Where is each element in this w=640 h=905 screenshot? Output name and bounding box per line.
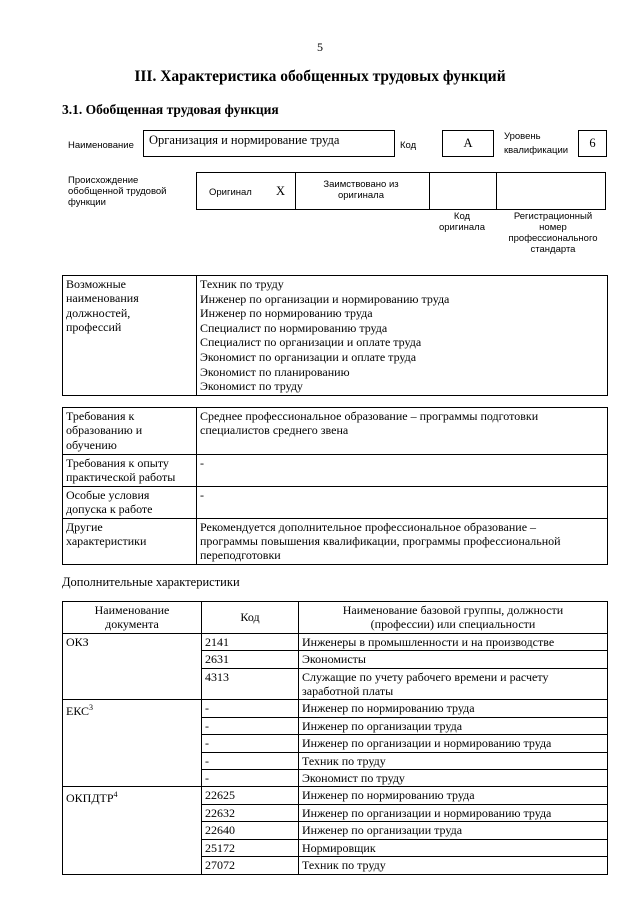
code-cell: - [202,717,299,734]
header-line: (профессии) или специальности [370,617,536,632]
label-line: Другие [66,519,103,534]
table-row [63,633,608,650]
positions-list [197,276,608,396]
name-cell: Нормировщик [299,839,608,856]
origin-label-line: обобщенной трудовой [68,186,167,197]
position-item: Экономист по труду [200,379,303,394]
position-item: Экономист по организации и оплате труда [200,349,417,364]
value-line: специалистов среднего звена [200,423,349,438]
name-cell: Инженеры в промышленности и на производстве [299,633,608,650]
positions-label [63,276,197,396]
eks-label [63,700,202,787]
caption-line: оригинала [438,222,485,233]
code-cell: 22625 [202,787,299,804]
okpdtr-label [63,787,202,874]
name-cell: Инженер по нормированию труда [299,700,608,717]
position-item: Инженер по нормированию труда [200,306,373,321]
code-field [442,130,494,157]
name-field [143,130,395,157]
name-cell: Инженер по нормированию труда [299,787,608,804]
education-value [197,408,608,455]
label-line: допуска к работе [66,502,153,517]
code-original-caption [428,211,496,233]
position-item: Специалист по нормированию труда [200,320,388,335]
additional-title: Дополнительные характеристики [62,575,240,589]
borrowed-label-line: оригинала [337,190,384,201]
section-title: III. Характеристика обобщенных трудовых функций [134,68,506,85]
code-value: А [463,136,473,150]
name-value: Организация и нормирование труда [149,133,340,147]
name-cell: Инженер по организации труда [299,822,608,839]
other-label [63,518,197,564]
other-value [197,518,608,564]
caption-line: Регистрационный [513,211,593,222]
okpdtr-label-text: ОКПДТР [66,791,114,806]
level-value: 6 [589,136,596,150]
name-cell [299,668,608,700]
name-cell: Экономисты [299,651,608,668]
header-line: Наименование базовой группы, должности [342,603,564,617]
positions-table [62,275,608,396]
additional-table [62,601,608,875]
divider [429,173,430,209]
label-line: Требования к опыту [66,456,169,470]
origin-label-line: функции [68,197,106,208]
code-cell: - [202,752,299,769]
code-cell: 25172 [202,839,299,856]
code-cell: 27072 [202,857,299,874]
code-cell: 4313 [202,668,299,700]
code-cell: 22640 [202,822,299,839]
education-label [63,408,197,455]
original-label: Оригинал [209,187,252,198]
table-row [63,787,608,804]
level-label-line: Уровень [504,131,541,142]
name-cell: Техник по труду [299,857,608,874]
okz-label: ОКЗ [63,633,202,700]
position-item: Техник по труду [200,277,284,291]
origin-table [196,172,606,210]
name-line: заработной платы [302,684,394,699]
label-line: Требования к [66,409,135,423]
name-cell: Инженер по организации и нормированию труда [299,735,608,752]
code-cell: 22632 [202,804,299,821]
name-cell: Инженер по организации труда [299,717,608,734]
experience-value: - [197,455,608,487]
value-line: Рекомендуется дополнительное профессиональное образование – [200,519,537,534]
label-line: характеристики [66,534,147,549]
footnote-mark: 4 [113,790,118,800]
label-line: Особые условия [66,487,150,502]
divider [496,173,497,209]
origin-label [68,175,166,208]
reg-number-caption [497,211,609,255]
caption-line: Код [453,211,471,222]
col-doc-header [63,602,202,634]
position-item: Инженер по организации и нормированию труда [200,291,450,306]
positions-label-line: профессий [66,320,122,335]
code-label: Код [400,140,417,151]
label-line: обучению [66,437,117,452]
requirements-table [62,407,608,565]
caption-line: стандарта [530,244,576,255]
subsection-title: 3.1. Обобщенная трудовая функция [62,102,279,117]
value-line: Среднее профессиональное образование – программы подготовки [200,409,539,423]
value-line: переподготовки [200,548,281,563]
conditions-value: - [197,486,608,518]
code-cell: - [202,700,299,717]
level-field [578,130,607,157]
conditions-label [63,486,197,518]
table-row [63,700,608,717]
position-item: Экономист по планированию [200,364,350,379]
name-cell: Техник по труду [299,752,608,769]
name-cell: Экономист по труду [299,770,608,787]
experience-label [63,455,197,487]
code-cell: 2631 [202,651,299,668]
code-cell: 2141 [202,633,299,650]
positions-label-line: должностей, [66,305,131,320]
positions-label-line: Возможные [66,277,126,291]
name-label: Наименование [68,140,134,151]
name-cell: Инженер по организации и нормированию труда [299,804,608,821]
header-line: Наименование [94,603,170,617]
caption-line: номер [539,222,567,233]
footnote-mark: 3 [89,703,94,713]
eks-label-text: ЕКС [66,704,90,719]
caption-line: профессионального [508,233,598,244]
level-label-line: квалификации [504,145,569,156]
label-line: практической работы [66,470,176,485]
original-mark: X [276,184,286,198]
page-number: 5 [317,40,323,54]
borrowed-label [296,179,426,201]
origin-label-line: Происхождение [68,175,139,186]
name-line: Служащие по учету рабочего времени и расчету [302,669,549,684]
position-item: Специалист по организации и оплате труда [200,335,422,350]
borrowed-label-line: Заимствовано из [323,179,399,190]
positions-label-line: наименования [66,291,139,306]
label-line: образованию и [66,423,143,438]
col-name-header [299,602,608,634]
level-label [504,131,568,156]
code-cell: - [202,735,299,752]
header-line: документа [105,617,159,632]
code-cell: - [202,770,299,787]
value-line: программы повышения квалификации, программы профессиональной [200,534,561,549]
col-code-header: Код [202,602,299,634]
